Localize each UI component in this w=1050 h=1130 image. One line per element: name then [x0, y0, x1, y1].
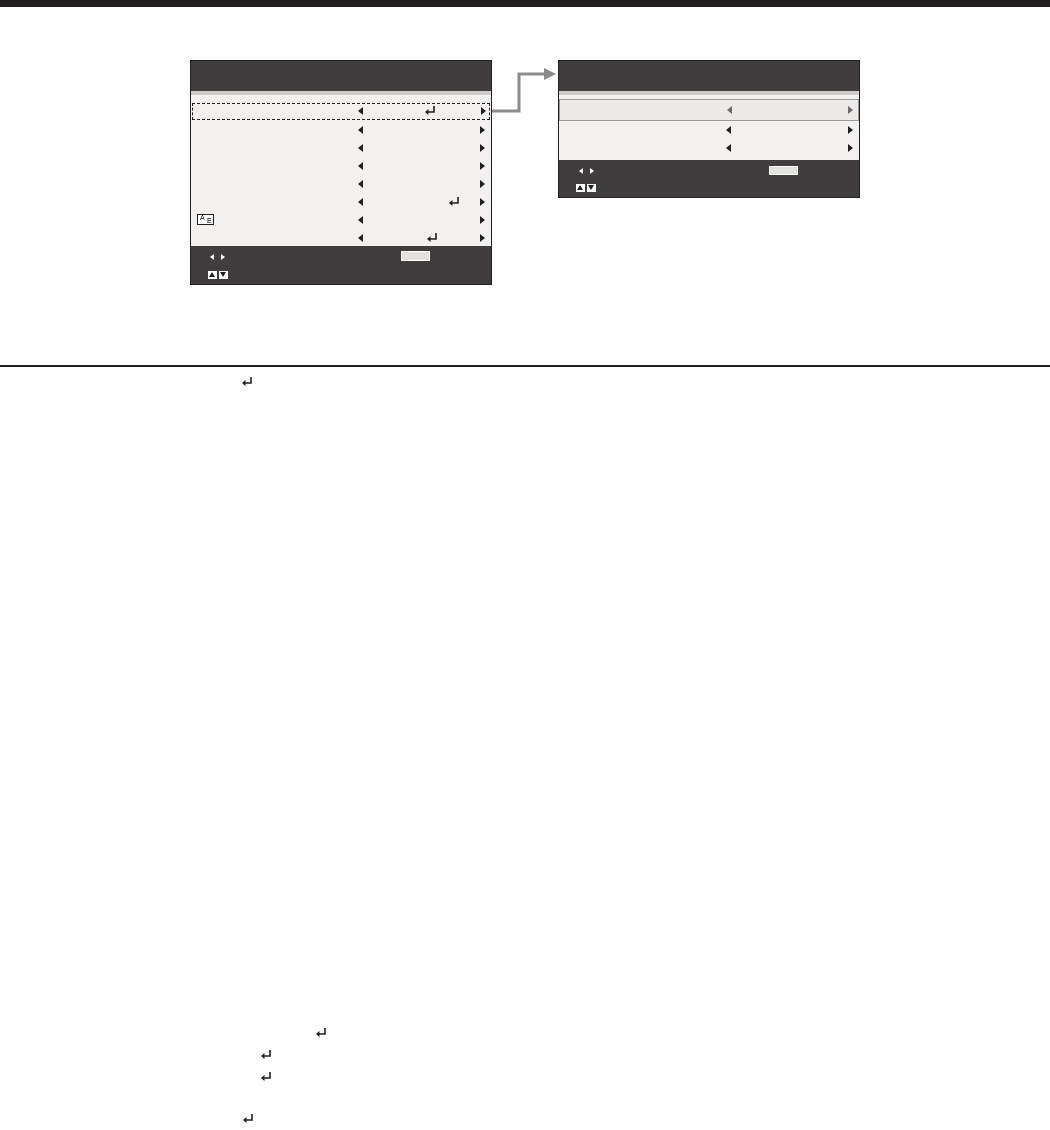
caret-left-icon[interactable] — [358, 162, 363, 170]
enter-icon — [448, 196, 460, 208]
main-menu-row-6[interactable] — [191, 193, 491, 211]
enter-icon — [315, 1026, 327, 1038]
up-arrow-icon — [208, 271, 217, 279]
caret-left-icon[interactable] — [358, 144, 363, 152]
main-menu-title-bar — [191, 61, 491, 91]
sub-menu-row-2[interactable] — [559, 121, 859, 139]
left-arrow-icon — [579, 168, 583, 174]
down-arrow-icon — [587, 184, 596, 192]
section-divider — [0, 365, 1050, 367]
caret-right-icon[interactable] — [480, 162, 485, 170]
main-menu-row-1[interactable] — [191, 102, 491, 121]
header-bar — [0, 0, 1050, 7]
caret-left-icon[interactable] — [726, 144, 731, 152]
caret-right-icon[interactable] — [848, 106, 853, 114]
enter-icon — [241, 375, 253, 387]
caret-left-icon[interactable] — [727, 106, 732, 114]
main-menu-row-7[interactable] — [191, 211, 491, 229]
caret-right-icon[interactable] — [480, 216, 485, 224]
main-menu-panel — [190, 60, 492, 285]
main-menu-row-4[interactable] — [191, 157, 491, 175]
enter-icon — [426, 232, 438, 244]
main-menu-row-5[interactable] — [191, 175, 491, 193]
right-arrow-icon — [221, 254, 225, 260]
main-menu-row-2[interactable] — [191, 121, 491, 139]
key-button-icon — [401, 251, 430, 261]
left-arrow-icon — [210, 254, 214, 260]
enter-icon — [242, 1112, 254, 1124]
caret-left-icon[interactable] — [358, 126, 363, 134]
language-icon: A E — [197, 214, 214, 225]
enter-icon — [260, 1048, 272, 1060]
sub-menu-footer — [559, 160, 859, 197]
sub-menu-panel — [558, 60, 860, 198]
caret-left-icon[interactable] — [358, 234, 363, 242]
up-arrow-icon — [576, 184, 585, 192]
caret-right-icon[interactable] — [481, 107, 486, 115]
enter-icon — [260, 1070, 272, 1082]
caret-right-icon[interactable] — [848, 144, 853, 152]
enter-icon — [424, 105, 436, 117]
caret-right-icon[interactable] — [480, 234, 485, 242]
caret-right-icon[interactable] — [480, 144, 485, 152]
caret-left-icon[interactable] — [358, 216, 363, 224]
main-menu-row-8[interactable] — [191, 229, 491, 247]
sub-menu-title-bar — [559, 61, 859, 91]
connector-arrow-icon — [490, 66, 560, 116]
caret-right-icon[interactable] — [480, 180, 485, 188]
caret-left-icon[interactable] — [358, 198, 363, 206]
main-menu-footer — [191, 246, 491, 284]
caret-left-icon[interactable] — [726, 126, 731, 134]
right-arrow-icon — [590, 168, 594, 174]
caret-right-icon[interactable] — [480, 126, 485, 134]
caret-right-icon[interactable] — [848, 126, 853, 134]
caret-left-icon[interactable] — [358, 180, 363, 188]
key-button-icon — [769, 166, 798, 175]
sub-menu-title-separator — [559, 91, 859, 95]
caret-right-icon[interactable] — [480, 198, 485, 206]
down-arrow-icon — [219, 271, 228, 279]
caret-left-icon[interactable] — [358, 107, 363, 115]
main-menu-row-3[interactable] — [191, 139, 491, 157]
main-menu-title-separator — [191, 91, 491, 95]
sub-menu-row-1[interactable] — [559, 99, 859, 121]
sub-menu-row-3[interactable] — [559, 139, 859, 157]
